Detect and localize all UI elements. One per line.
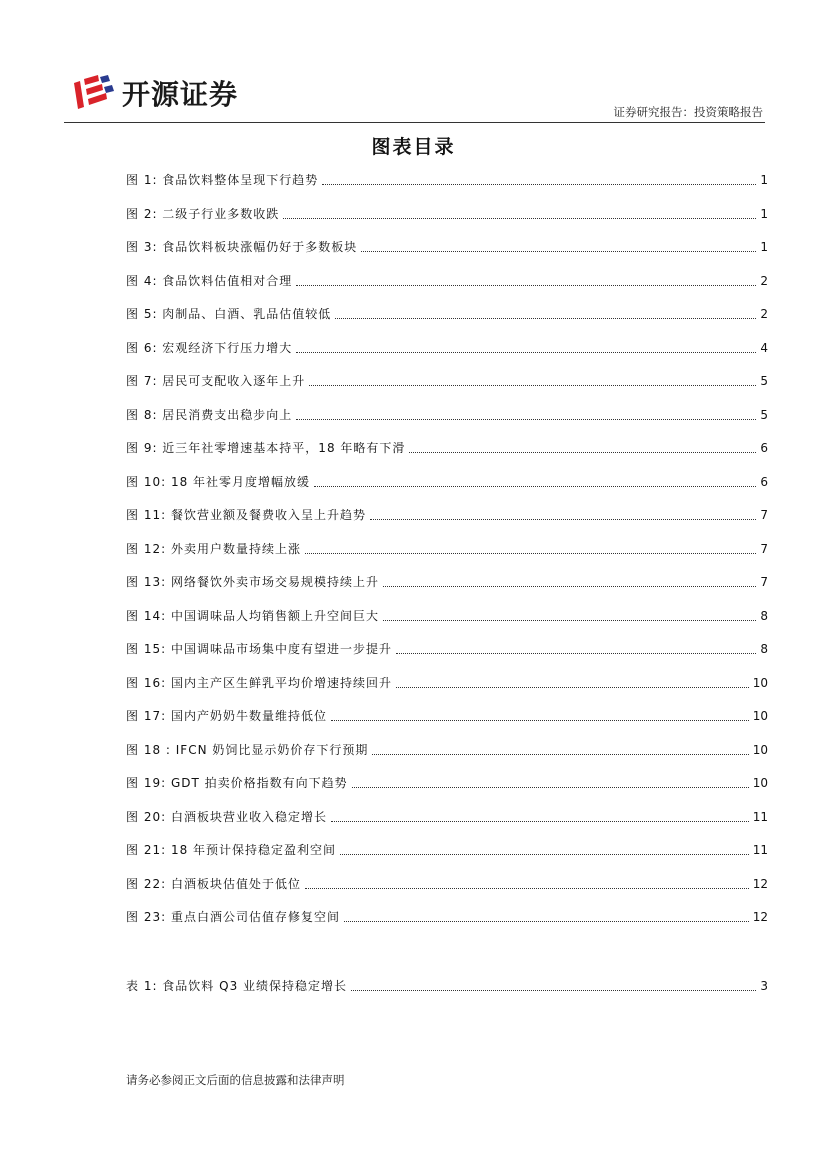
- toc-entry-label: 图 3: 食品饮料板块涨幅仍好于多数板块: [126, 240, 358, 254]
- toc-page-number: 11: [752, 843, 768, 857]
- toc-page-number: 1: [760, 206, 768, 221]
- toc-entry-label: 表 1: 食品饮料 Q3 业绩保持稳定增长: [126, 979, 348, 993]
- toc-entry-label: 图 9: 近三年社零增速基本持平，18 年略有下滑: [126, 441, 406, 455]
- toc-leader-dots: [335, 317, 756, 319]
- toc-leader-dots: [314, 485, 756, 487]
- toc-leader-dots: [352, 786, 749, 788]
- toc-page-number: 8: [760, 642, 768, 656]
- toc-entry-label: 图 5: 肉制品、白酒、乳品估值较低: [126, 307, 332, 321]
- toc-page-number: 7: [760, 541, 768, 556]
- toc-page-number: 6: [760, 474, 768, 489]
- toc-page-number: 6: [760, 441, 768, 455]
- toc-entry-label: 图 11: 餐饮营业额及餐费收入呈上升趋势: [126, 508, 366, 522]
- toc-entry-label: 图 14: 中国调味品人均销售额上升空间巨大: [126, 608, 379, 623]
- header-divider: [64, 122, 765, 123]
- toc-entry-label: 图 2: 二级子行业多数收跌: [126, 206, 280, 221]
- page-title: 图表目录: [371, 136, 456, 158]
- toc-table-entry[interactable]: [126, 976, 768, 996]
- toc-leader-dots: [331, 719, 749, 721]
- toc-entry-label: 图 19: GDT 拍卖价格指数有向下趋势: [126, 776, 348, 790]
- toc-figure-entry[interactable]: [126, 371, 768, 391]
- report-type: 证券研究报告：投资策略报告: [613, 105, 763, 119]
- company-logo: [70, 73, 238, 113]
- toc-leader-dots: [305, 552, 756, 554]
- toc-page-number: 12: [752, 910, 768, 924]
- toc-leader-dots: [296, 284, 756, 286]
- toc-figure-entry[interactable]: [126, 740, 768, 760]
- toc-figure-entry[interactable]: [126, 304, 768, 324]
- toc-leader-dots: [372, 753, 748, 755]
- toc-leader-dots: [361, 250, 756, 252]
- toc-page-number: 2: [760, 307, 768, 321]
- toc-leader-dots: [296, 418, 756, 420]
- toc-entry-label: 图 18 : IFCN 奶饲比显示奶价存下行预期: [126, 742, 369, 757]
- toc-figure-entry[interactable]: [126, 237, 768, 257]
- toc-page-number: 7: [760, 575, 768, 589]
- toc-leader-dots: [351, 989, 756, 991]
- toc-entry-label: 图 4: 食品饮料估值相对合理: [126, 273, 293, 288]
- toc-entry-label: 图 10: 18 年社零月度增幅放缓: [126, 474, 311, 489]
- toc-leader-dots: [396, 686, 749, 688]
- toc-page-number: 10: [752, 709, 768, 723]
- toc-page-number: 5: [760, 374, 768, 388]
- toc-leader-dots: [409, 451, 756, 453]
- toc-page-number: 1: [760, 173, 768, 187]
- toc-entry-label: 图 20: 白酒板块营业收入稳定增长: [126, 809, 327, 824]
- toc-leader-dots: [383, 619, 756, 621]
- logo-text: 开源证券: [122, 78, 239, 111]
- toc-figure-entry[interactable]: [126, 874, 768, 894]
- toc-figure-entry[interactable]: [126, 204, 768, 224]
- toc-figure-entry[interactable]: [126, 907, 768, 927]
- footer-disclaimer: 请务必参阅正文后面的信息披露和法律声明: [126, 1073, 345, 1087]
- toc-entry-label: 图 22: 白酒板块估值处于低位: [126, 876, 301, 891]
- toc-leader-dots: [283, 217, 756, 219]
- toc-figure-entry[interactable]: [126, 773, 768, 793]
- toc-entry-label: 图 16: 国内主产区生鲜乳平均价增速持续回升: [126, 675, 392, 690]
- toc-leader-dots: [309, 384, 756, 386]
- toc-entry-label: 图 1: 食品饮料整体呈现下行趋势: [126, 173, 319, 187]
- toc-page-number: 5: [760, 407, 768, 422]
- toc-leader-dots: [370, 518, 756, 520]
- kaiyuan-logo-icon: [70, 73, 118, 113]
- toc-figure-entry[interactable]: [126, 706, 768, 726]
- toc-figure-entry[interactable]: [126, 639, 768, 659]
- toc-page-number: 10: [752, 742, 768, 757]
- toc-figure-entry[interactable]: [126, 807, 768, 827]
- toc-leader-dots: [340, 853, 749, 855]
- toc-entry-label: 图 15: 中国调味品市场集中度有望进一步提升: [126, 642, 392, 656]
- toc-figure-entry[interactable]: [126, 840, 768, 860]
- toc-entry-label: 图 12: 外卖用户数量持续上涨: [126, 541, 301, 556]
- toc-page-number: 11: [752, 809, 768, 824]
- toc-entry-label: 图 17: 国内产奶奶牛数量维持低位: [126, 709, 327, 723]
- toc-entry-label: 图 8: 居民消费支出稳步向上: [126, 407, 293, 422]
- toc-page-number: 7: [760, 508, 768, 522]
- toc-page-number: 3: [760, 979, 768, 993]
- toc-entry-label: 图 13: 网络餐饮外卖市场交易规模持续上升: [126, 575, 379, 589]
- toc-figure-entry[interactable]: [126, 673, 768, 693]
- toc-page-number: 8: [760, 608, 768, 623]
- toc-leader-dots: [383, 585, 756, 587]
- toc-figure-entry[interactable]: [126, 271, 768, 291]
- toc-page-number: 1: [760, 240, 768, 254]
- toc-leader-dots: [344, 920, 749, 922]
- toc-figure-entry[interactable]: [126, 572, 768, 592]
- toc-figure-entry[interactable]: [126, 505, 768, 525]
- toc-leader-dots: [331, 820, 749, 822]
- toc-figure-entry[interactable]: [126, 472, 768, 492]
- toc-page-number: 2: [760, 273, 768, 288]
- toc-leader-dots: [296, 351, 756, 353]
- toc-page-number: 10: [752, 776, 768, 790]
- toc-leader-dots: [396, 652, 756, 654]
- toc-entry-label: 图 6: 宏观经济下行压力增大: [126, 340, 293, 355]
- toc-figure-entry[interactable]: [126, 539, 768, 559]
- toc-leader-dots: [305, 887, 749, 889]
- toc-page-number: 10: [752, 675, 768, 690]
- page-header: [0, 0, 827, 125]
- toc-leader-dots: [322, 183, 756, 185]
- toc-page-number: 4: [760, 340, 768, 355]
- toc-figure-entry[interactable]: [126, 438, 768, 458]
- toc-page-number: 12: [752, 876, 768, 891]
- toc-entry-label: 图 21: 18 年预计保持稳定盈利空间: [126, 843, 337, 857]
- toc-entry-label: 图 23: 重点白酒公司估值存修复空间: [126, 910, 340, 924]
- toc-figure-entry[interactable]: [126, 405, 768, 425]
- toc-entry-label: 图 7: 居民可支配收入逐年上升: [126, 374, 306, 388]
- toc-figure-entry[interactable]: [126, 338, 768, 358]
- toc-figure-entry[interactable]: [126, 606, 768, 626]
- toc-figure-entry[interactable]: [126, 170, 768, 190]
